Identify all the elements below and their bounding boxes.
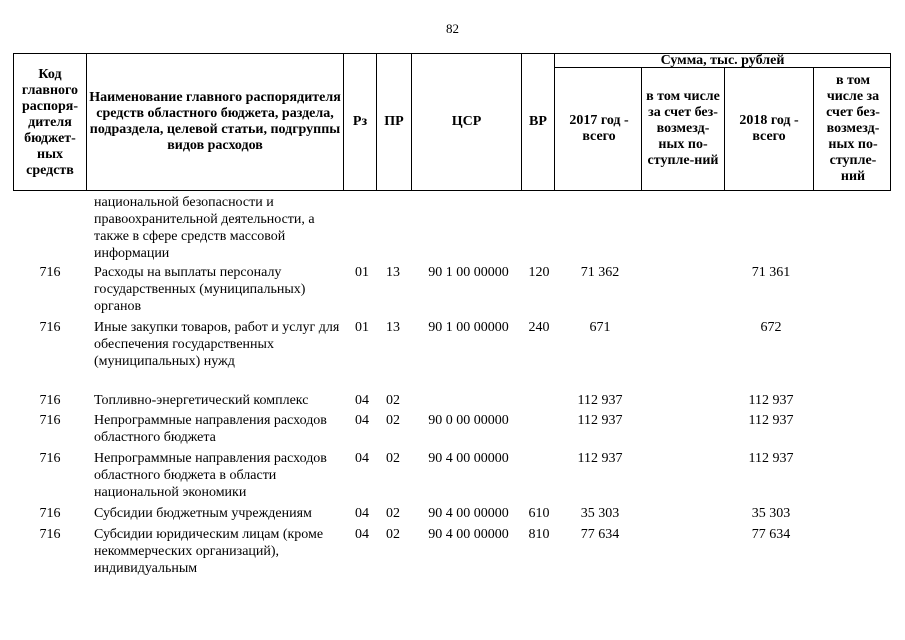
row-rz: 04 — [355, 393, 369, 408]
row-sum-2017: 71 362 — [580, 265, 620, 280]
row-name: национальной безопасности и правоохранительной деятельности, а также в сфере средств массовой информации — [94, 195, 315, 261]
row-code: 716 — [39, 393, 61, 408]
table-row — [0, 392, 905, 410]
table-row — [0, 412, 905, 447]
row-code: 716 — [39, 506, 61, 521]
header-pr: ПР — [384, 114, 404, 129]
row-pr: 02 — [386, 451, 400, 466]
row-rz: 04 — [355, 451, 369, 466]
row-vr: 810 — [528, 527, 550, 542]
row-sum-2018: 672 — [760, 320, 782, 335]
row-pr: 13 — [386, 265, 400, 280]
row-sum-2018: 112 937 — [748, 451, 794, 466]
table-row — [0, 505, 905, 523]
row-name: Иные закупки товаров, работ и услуг для обеспечения государственных (муниципальных) нужд — [94, 320, 340, 369]
row-sum-2017: 35 303 — [580, 506, 620, 521]
table-row — [0, 526, 905, 580]
row-csr: 90 4 00 00000 — [428, 506, 509, 521]
header-border-left — [13, 53, 14, 191]
row-pr: 02 — [386, 506, 400, 521]
row-rz: 04 — [355, 506, 369, 521]
row-sum-2018: 77 634 — [751, 527, 791, 542]
col-divider-s2017-free — [724, 67, 725, 191]
header-vr: ВР — [529, 114, 547, 129]
row-sum-2017: 112 937 — [577, 413, 623, 428]
header-name: Наименование главного распорядителя средств областного бюджета, раздела, подраздела, целевой статьи, подгруппы видов расходов — [89, 90, 341, 153]
row-code: 716 — [39, 265, 61, 280]
row-sum-2018: 71 361 — [751, 265, 791, 280]
table-row — [0, 319, 905, 389]
header-2018-total: 2018 год - всего — [739, 113, 799, 144]
row-csr: 90 0 00 00000 — [428, 413, 509, 428]
row-sum-2018: 112 937 — [748, 413, 794, 428]
row-pr: 02 — [386, 527, 400, 542]
header-csr: ЦСР — [451, 114, 482, 129]
col-divider-s2018 — [813, 67, 814, 191]
header-rz: Рз — [352, 114, 368, 129]
row-sum-2017: 77 634 — [580, 527, 620, 542]
col-divider-code — [86, 53, 87, 191]
col-divider-vr — [554, 53, 555, 191]
row-name: Субсидии бюджетным учреждениям — [94, 506, 312, 521]
row-pr: 13 — [386, 320, 400, 335]
row-name: Субсидии юридическим лицам (кроме некоммерческих организаций), индивидуальным — [94, 527, 324, 576]
table-row — [0, 194, 905, 262]
row-sum-2017: 671 — [589, 320, 611, 335]
header-code: Код главного распоря-дителя бюджет-ных средств — [21, 67, 79, 178]
row-sum-2017: 112 937 — [577, 451, 623, 466]
row-code: 716 — [39, 451, 61, 466]
row-sum-2018: 112 937 — [748, 393, 794, 408]
header-2017-total: 2017 год - всего — [569, 113, 629, 144]
row-rz: 04 — [355, 527, 369, 542]
header-2017-free: в том числе за счет без-возмезд-ных по-ступле-ний — [646, 89, 720, 168]
row-rz: 01 — [355, 265, 369, 280]
row-sum-2017: 112 937 — [577, 393, 623, 408]
table-row — [0, 264, 905, 316]
row-code: 716 — [39, 413, 61, 428]
row-name: Топливно-энергетический комплекс — [94, 393, 309, 408]
row-code: 716 — [39, 320, 61, 335]
header-bottom-border — [13, 190, 891, 191]
row-vr: 240 — [528, 320, 550, 335]
row-name: Расходы на выплаты персоналу государственных (муниципальных) органов — [94, 265, 306, 314]
row-pr: 02 — [386, 413, 400, 428]
page-number: 82 — [446, 21, 459, 36]
table-header — [13, 53, 891, 191]
row-pr: 02 — [386, 393, 400, 408]
row-csr: 90 1 00 00000 — [428, 265, 509, 280]
row-sum-2018: 35 303 — [751, 506, 791, 521]
row-csr: 90 4 00 00000 — [428, 527, 509, 542]
row-rz: 01 — [355, 320, 369, 335]
row-rz: 04 — [355, 413, 369, 428]
row-code: 716 — [39, 527, 61, 542]
row-vr: 120 — [528, 265, 550, 280]
col-divider-s2017 — [641, 67, 642, 191]
header-sum-group: Сумма, тыс. рублей — [660, 52, 785, 68]
row-csr: 90 1 00 00000 — [428, 320, 509, 335]
row-vr: 610 — [528, 506, 550, 521]
row-name: Непрограммные направления расходов областного бюджета в области национальной экономики — [94, 451, 327, 500]
header-border-right — [890, 53, 891, 191]
header-2018-free: в том числе за счет без-возмезд-ных по-ступле-ний — [826, 73, 880, 184]
row-name: Непрограммные направления расходов областного бюджета — [94, 413, 327, 445]
table-row — [0, 450, 905, 503]
row-csr: 90 4 00 00000 — [428, 451, 509, 466]
